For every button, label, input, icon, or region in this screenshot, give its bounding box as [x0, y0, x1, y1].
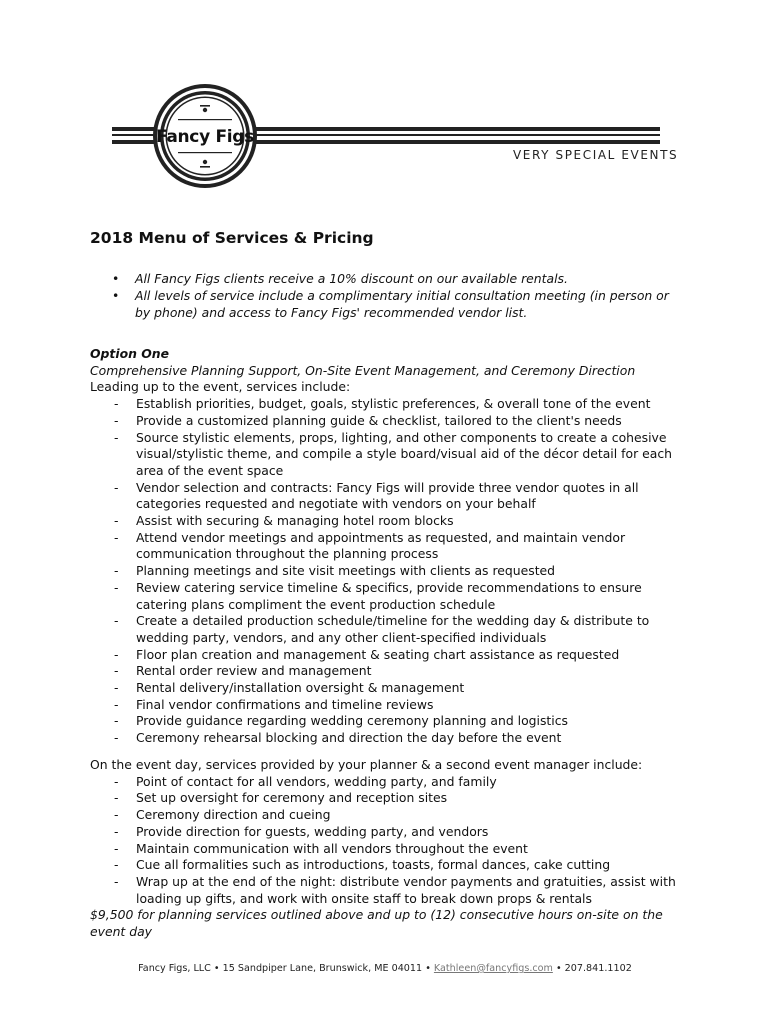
- footer-email-link[interactable]: Kathleen@fancyfigs.com: [433, 963, 553, 974]
- dash-icon: -: [114, 773, 119, 789]
- dash-icon: -: [114, 807, 119, 823]
- event-day-services-list: [90, 774, 690, 908]
- dash-icon: -: [114, 730, 119, 746]
- dash-icon: -: [114, 579, 119, 595]
- list-item: - Cue all formalities such as introductions, toasts, formal dances, cake cutting: [114, 857, 611, 873]
- intro-bullet-list: [112, 270, 672, 321]
- option-heading: Option One: [90, 346, 169, 361]
- dash-icon: -: [114, 696, 119, 712]
- list-item: - Attend vendor meetings and appointments as requested, and maintain vendor communication throughout the planning process: [114, 529, 626, 562]
- dash-icon: -: [114, 857, 119, 873]
- footer-phone: 207.841.1102: [564, 963, 632, 974]
- dash-icon: -: [114, 713, 119, 729]
- logo-wordmark: Fancy Figs: [156, 127, 254, 147]
- list-item: - Rental order review and management: [114, 663, 372, 679]
- list-item: - Assist with securing & managing hotel room blocks: [114, 513, 454, 529]
- footer-contact: [0, 963, 770, 974]
- tagline: VERY SPECIAL EVENTS: [513, 148, 679, 162]
- bullet-icon: •: [112, 288, 120, 303]
- list-item: - Establish priorities, budget, goals, stylistic preferences, & overall tone of the event: [114, 396, 651, 412]
- fancy-figs-logo: [112, 83, 660, 195]
- list-item: - Provide a customized planning guide & checklist, tailored to the client's needs: [114, 412, 622, 428]
- event-day-lead-in: On the event day, services provided by your planner & a second event manager include:: [90, 757, 643, 772]
- services-list: [90, 396, 690, 747]
- option-one-section: [90, 346, 690, 747]
- separator-dot: •: [213, 963, 220, 974]
- page-title: 2018 Menu of Services & Pricing: [90, 229, 374, 247]
- dash-icon: -: [114, 513, 119, 529]
- separator-dot: •: [555, 963, 562, 974]
- dash-icon: -: [114, 646, 119, 662]
- list-item: - Ceremony direction and cueing: [114, 807, 331, 823]
- dash-icon: -: [114, 429, 119, 445]
- list-item: - Review catering service timeline & specifics, provide recommendations to ensure catering plans compliment the event production schedule: [114, 579, 642, 612]
- dash-icon: -: [114, 613, 119, 629]
- list-item: - Final vendor confirmations and timeline reviews: [114, 696, 434, 712]
- list-item: - Rental delivery/installation oversight & management: [114, 680, 465, 696]
- dash-icon: -: [114, 529, 119, 545]
- services-lead-in: Leading up to the event, services include:: [90, 379, 351, 395]
- list-item: - Provide direction for guests, wedding party, and vendors: [114, 823, 489, 839]
- list-item: - Set up oversight for ceremony and reception sites: [114, 790, 448, 806]
- footer-company: Fancy Figs, LLC: [138, 963, 211, 974]
- dash-icon: -: [114, 873, 119, 889]
- bullet-icon: •: [112, 271, 120, 286]
- dash-icon: -: [114, 790, 119, 806]
- dash-icon: -: [114, 663, 119, 679]
- dash-icon: -: [114, 680, 119, 696]
- list-item: - Wrap up at the end of the night: distribute vendor payments and gratuities, assist with loading up gifts, and work with onsite staff to break down props & rentals: [114, 873, 676, 906]
- dash-icon: -: [114, 412, 119, 428]
- list-item: - Create a detailed production schedule/timeline for the wedding day & distribute to wedding party, vendors, and any other client-specified individuals: [114, 613, 650, 645]
- list-item: - Source stylistic elements, props, lighting, and other components to create a cohesive visual/stylistic theme, and compile a style board/visual aid of the décor detail for each area of the event space: [114, 429, 672, 478]
- list-item: - Vendor selection and contracts: Fancy Figs will provide three vendor quotes in all categories requested and negotiate with vendors on your behalf: [114, 479, 639, 512]
- list-item: - Planning meetings and site visit meetings with clients as requested: [114, 563, 556, 579]
- list-item: • All Fancy Figs clients receive a 10% discount on our available rentals.: [112, 271, 568, 286]
- list-item: - Floor plan creation and management & seating chart assistance as requested: [114, 646, 620, 662]
- dash-icon: -: [114, 563, 119, 579]
- option-subheading: Comprehensive Planning Support, On-Site Event Management, and Ceremony Direction: [90, 362, 636, 378]
- dash-icon: -: [114, 823, 119, 839]
- price-note: $9,500 for planning services outlined above and up to (12) consecutive hours on-site on the event day: [90, 907, 663, 940]
- footer-address: 15 Sandpiper Lane, Brunswick, ME 04011: [222, 963, 423, 974]
- list-item: - Ceremony rehearsal blocking and direction the day before the event: [114, 730, 562, 746]
- list-item: - Provide guidance regarding wedding ceremony planning and logistics: [114, 713, 569, 729]
- separator-dot: •: [425, 963, 431, 974]
- header-logo: [112, 83, 660, 195]
- list-item: - Maintain communication with all vendors throughout the event: [114, 840, 528, 856]
- list-item: - Point of contact for all vendors, wedding party, and family: [114, 773, 497, 789]
- dash-icon: -: [114, 479, 119, 495]
- dash-icon: -: [114, 396, 119, 412]
- event-day-section: [90, 757, 690, 941]
- dash-icon: -: [114, 840, 119, 856]
- list-item: • All levels of service include a complimentary initial consultation meeting (in person or by phone) and access to Fancy Figs' recommended vendor list.: [112, 288, 669, 320]
